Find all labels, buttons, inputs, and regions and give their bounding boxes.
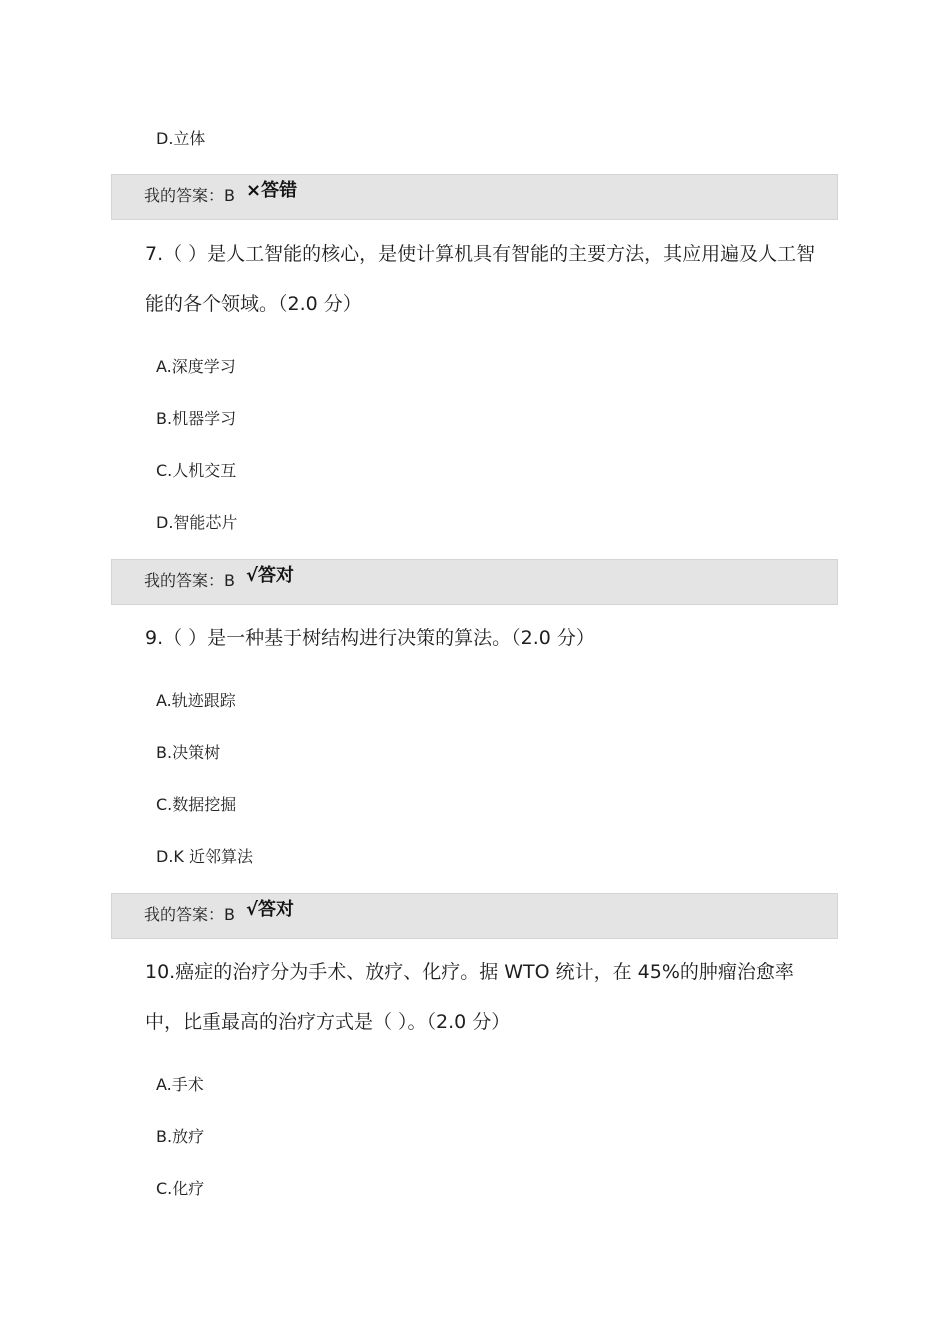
option-6d: D.立体	[156, 129, 206, 148]
option-9a: A.轨迹跟踪	[156, 691, 236, 710]
option-7d: D.智能芯片	[156, 513, 238, 532]
question-9: 9.（ ）是一种基于树结构进行决策的算法。（2.0 分）	[145, 627, 595, 649]
option-7b: B.机器学习	[156, 409, 237, 428]
option-7c: C.人机交互	[156, 461, 237, 480]
my-answer-label: 我的答案：B	[144, 186, 235, 205]
question-7: 7.（ ）是人工智能的核心，是使计算机具有智能的主要方法，其应用遍及人工智能的各个领域。（2.0 分）	[145, 243, 816, 315]
correct-answer-mark: √答对	[246, 899, 295, 920]
option-9b: B.决策树	[156, 743, 221, 762]
answer-bar-9	[111, 893, 838, 939]
option-7a: A.深度学习	[156, 357, 236, 376]
option-10a: A.手术	[156, 1075, 204, 1094]
my-answer-label: 我的答案：B	[144, 905, 235, 924]
option-9d: D.K 近邻算法	[156, 847, 253, 866]
wrong-answer-mark: ×答错	[246, 180, 298, 201]
my-answer-label: 我的答案：B	[144, 571, 235, 590]
option-10b: B.放疗	[156, 1127, 205, 1146]
answer-bar-7	[111, 559, 838, 605]
correct-answer-mark: √答对	[246, 565, 295, 586]
answer-bar-6	[111, 174, 838, 220]
question-10: 10.癌症的治疗分为手术、放疗、化疗。据 WTO 统计，在 45%的肿瘤治愈率中，比重最高的治疗方式是（ ）。（2.0 分）	[145, 961, 794, 1033]
option-10c: C.化疗	[156, 1179, 205, 1198]
option-9c: C.数据挖掘	[156, 795, 237, 814]
